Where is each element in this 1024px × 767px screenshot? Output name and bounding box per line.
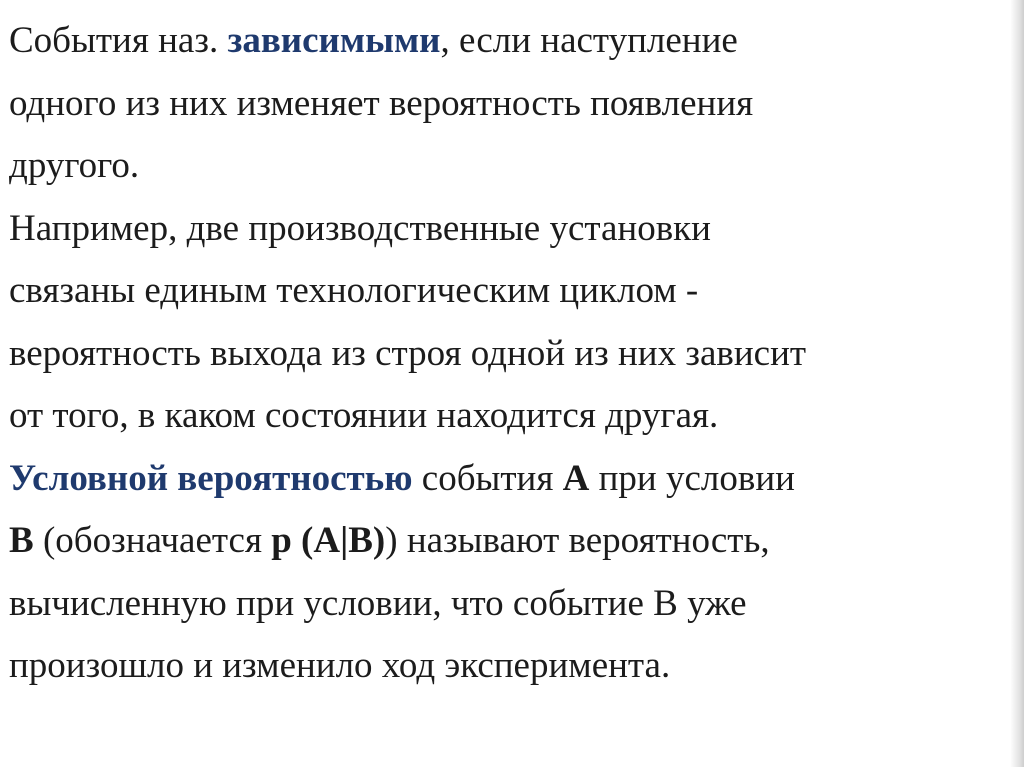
slide-text (9, 10, 1009, 698)
term-dependent: зависимыми (227, 20, 441, 61)
line1-post: , если наступление (440, 20, 738, 61)
line8-post: при условии (589, 457, 795, 499)
text-line-2: одного из них изменяет вероятность появления (9, 82, 754, 124)
line1-pre: События наз. (9, 20, 228, 61)
text-line-5: связаны единым технологическим циклом - (9, 270, 699, 311)
text-line-8 (9, 448, 1009, 511)
text-line-3: другого. (9, 145, 140, 186)
slide-edge-shadow (1010, 0, 1024, 767)
text-line-7: от того, в каком состоянии находится другая. (9, 395, 719, 436)
event-b: В (9, 520, 34, 561)
text-line-10: вычисленную при условии, что событие В уже (9, 582, 747, 624)
text-line-11: произошло и изменило ход эксперимента. (9, 645, 671, 686)
event-a: А (562, 457, 590, 499)
text-line-1 (9, 10, 1009, 73)
text-line-6: вероятность выхода из строя одной из них зависит (9, 332, 807, 374)
line9-mid: (обозначается (33, 520, 272, 561)
line8-mid: события (412, 457, 563, 499)
term-conditional-probability: Условной вероятностью (9, 457, 413, 499)
text-line-4: Например, две производственные установки (9, 207, 711, 249)
line9-post: ) называют вероятность, (385, 520, 770, 561)
notation-p-a-given-b: р (А|В) (271, 520, 386, 561)
text-line-9 (9, 510, 1009, 573)
